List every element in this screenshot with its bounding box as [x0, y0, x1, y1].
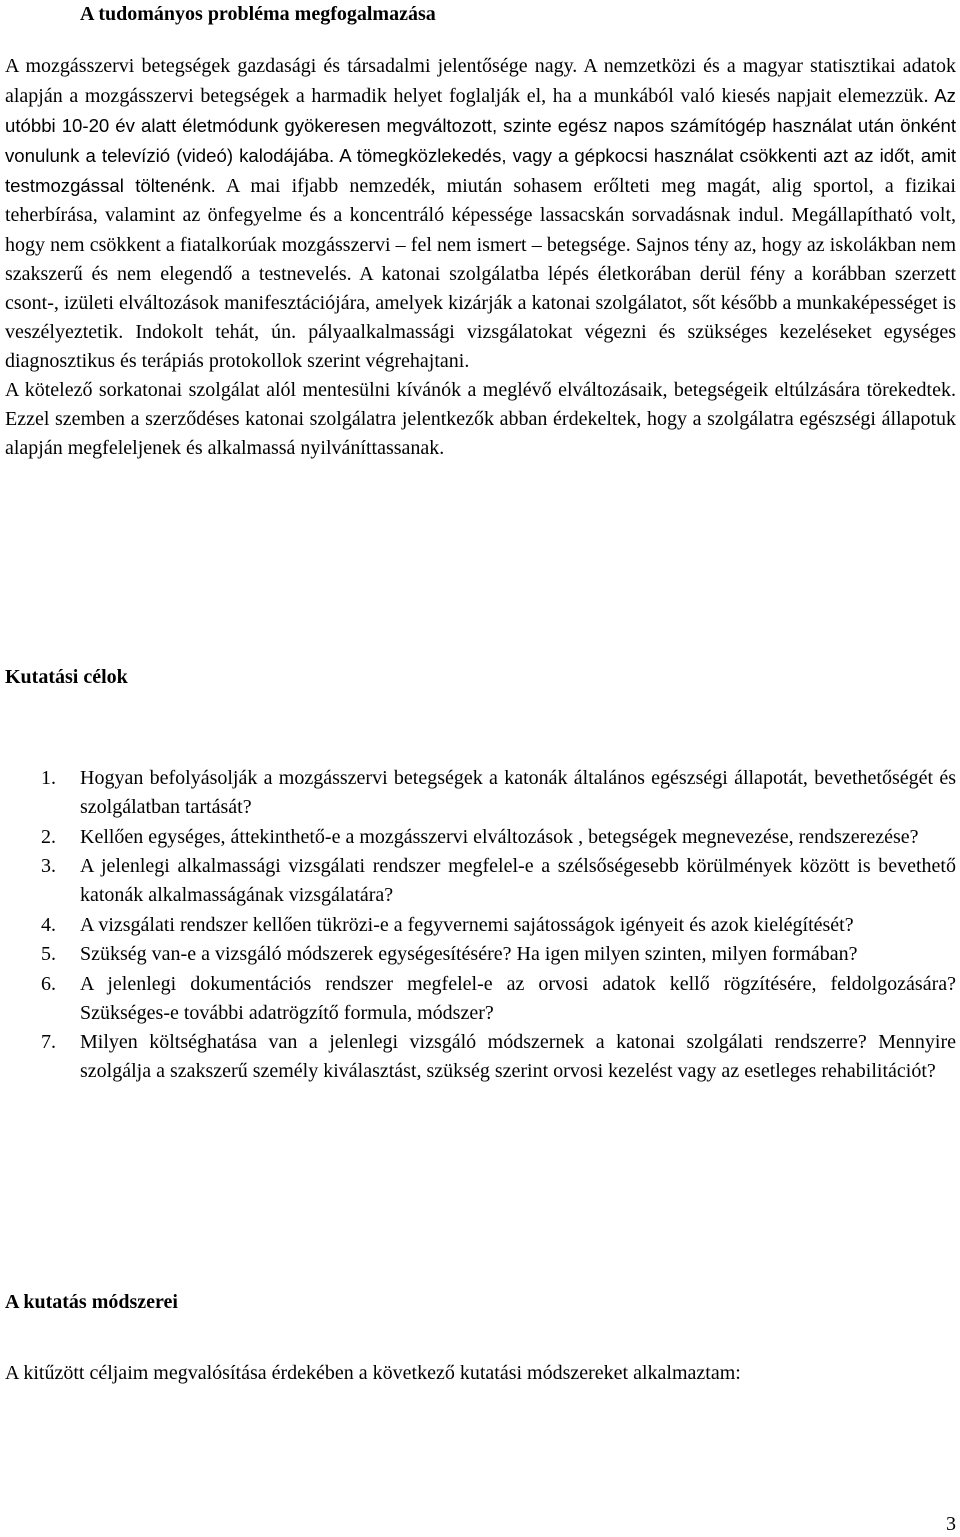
list-item-text: Kellően egységes, áttekinthető-e a mozgásszervi elváltozások , betegségek megnevezése, rendszerezése?: [80, 825, 919, 848]
list-item-number: 2.: [41, 825, 56, 848]
list-item: [5, 764, 956, 822]
intro-paragraph-2: A kötelező sorkatonai szolgálat alól mentesülni kívánók a meglévő elváltozásaik, betegségeik eltúlzására törekedtek. Ezzel szemben a szerződéses katonai szolgálatra jelentkezők abban érdekeltek, hogy a szolgálatra egészségi állapotuk alapján megfeleljenek és alkalmassá nyilváníttassanak.: [5, 379, 956, 460]
list-item: [5, 823, 956, 852]
intro-section: [5, 52, 956, 463]
intro-text-sans: Az utóbbi 10-20 év alatt életmódunk gyökeresen megváltozott, szinte egész napos számítógép használat után önként vonulunk a televízió (videó) kalodájába. A tömegközlekedés, vagy a gépkocsi használat csökkenti azt az időt, amit testmozgással töltenénk.: [5, 85, 956, 197]
list-item-text: A jelenlegi dokumentációs rendszer megfelel-e az orvosi adatok kellő rögzítésére, feldolgozására? Szükséges-e további adatrögzítő formula, módszer?: [80, 972, 956, 1024]
list-item-number: 5.: [41, 943, 56, 966]
list-item-number: 3.: [41, 855, 56, 878]
intro-text-serif-1: A mozgásszervi betegségek gazdasági és társadalmi jelentősége nagy. A nemzetközi és a magyar statisztikai adatok alapján a mozgásszervi betegségek a harmadik helyet foglalják el, ha a munkából való kiesés napjait elemezzük.: [5, 55, 956, 108]
page-number: 3: [946, 1513, 956, 1535]
list-item-text: Hogyan befolyásolják a mozgásszervi betegségek a katonák általános egészségi állapotát, bevethetőségét és szolgálatban tartását?: [80, 767, 956, 819]
list-item-text: A vizsgálati rendszer kellően tükrözi-e a fegyvernemi sajátosságok igényeit és azok kielégítését?: [80, 913, 854, 936]
list-item-number: 6.: [41, 972, 56, 995]
list-item-text: Szükség van-e a vizsgáló módszerek egységesítésére? Ha igen milyen szinten, milyen formában?: [80, 943, 858, 966]
list-item-text: A jelenlegi alkalmassági vizsgálati rendszer megfelel-e a szélsőségesebb körülmények között is bevethető katonák alkalmasságának vizsgálatára?: [80, 855, 956, 907]
list-item: [5, 1028, 956, 1086]
intro-paragraph-1: [5, 52, 956, 376]
intro-text-serif-2: A mai ifjabb nemzedék, miután sohasem erőlteti meg magát, alig sportol, a fizikai teherbírása, valamint az önfegyelme és a koncentráló képessége lassacskán sorvadásnak indul. Megállapítható volt, hogy nem csökkent a fiatalkorúak mozgásszervi – fel nem ismert – betegsége. Sajnos tény az, hogy az iskolákban nem szakszerű és nem elegendő a testnevelés. A katonai szolgálatba lépés életkorában derül fény a korábban szerzett csont-, izületi elváltozások manifesztációjára, amelyek kizárják a katonai szolgálatot, sőt később a munkaképességet is veszélyeztetik. Indokolt tehát, ún. pályaalkalmassági vizsgálatokat végezni és szükséges kezeléseket egységes diagnosztikus és terápiás protokollok szerint végrehajtani.: [5, 175, 956, 372]
section-heading-problem: A tudományos probléma megfogalmazása: [80, 3, 436, 25]
list-item: [5, 852, 956, 910]
methods-paragraph: A kitűzött céljaim megvalósítása érdekében a következő kutatási módszereket alkalmaztam:: [5, 1362, 741, 1384]
list-item-number: 1.: [41, 767, 56, 789]
section-heading-goals: Kutatási célok: [5, 666, 128, 688]
list-item-text: Milyen költséghatása van a jelenlegi vizsgáló módszernek a katonai szolgálati rendszerre? Mennyire szolgálja a szakszerű személy kiválasztást, szükség szerint orvosi kezelést vagy az esetleges rehabilitációt?: [80, 1031, 956, 1083]
list-item-number: 7.: [41, 1031, 56, 1054]
goals-list: [5, 764, 956, 1087]
list-item: [5, 940, 956, 969]
section-heading-methods: A kutatás módszerei: [5, 1291, 178, 1313]
list-item: [5, 970, 956, 1028]
list-item: [5, 911, 956, 940]
list-item-number: 4.: [41, 913, 56, 936]
